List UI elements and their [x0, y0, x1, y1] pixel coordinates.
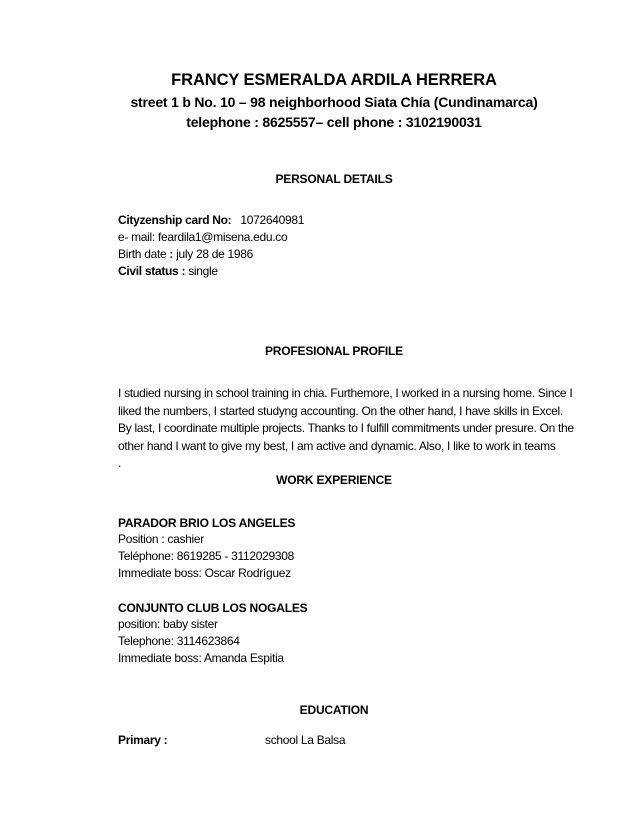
civil-status-value: single [185, 264, 218, 278]
primary-value: school La Balsa [265, 733, 346, 747]
profile-heading: PROFESIONAL PROFILE [265, 344, 403, 358]
profile-line: . [118, 456, 122, 471]
birth-date-colon: : [169, 247, 174, 261]
work-experience-heading: WORK EXPERIENCE [276, 473, 392, 487]
birth-date-value: july 28 de 1986 [173, 247, 254, 261]
job-boss: Immediate boss: Oscar Rodríguez [118, 566, 291, 580]
citizenship-line [118, 213, 304, 227]
profile-paragraph [118, 385, 574, 473]
citizenship-value: 1072640981 [240, 213, 305, 227]
job-position: Position : cashier [118, 532, 204, 546]
primary-label: Primary : [118, 733, 168, 747]
personal-details-heading: PERSONAL DETAILS [275, 172, 393, 186]
profile-line: liked the numbers, I started studyng accounting. On the other hand, I have skills in Excel. [118, 403, 563, 418]
email-line: e- mail: feardila1@misena.edu.co [118, 230, 288, 244]
education-heading: EDUCATION [299, 703, 369, 717]
birth-date-line [118, 247, 253, 261]
job-phone: Telephone: 3114623864 [118, 634, 240, 648]
job-company: PARADOR BRIO LOS ANGELES [118, 516, 296, 530]
citizenship-label: Cityzenship card No: [118, 213, 232, 227]
job-company: CONJUNTO CLUB LOS NOGALES [118, 601, 308, 615]
profile-line: By last, I coordinate multiple projects. Thanks to I fulfill commitments under presure. On the [118, 421, 574, 436]
job-position: position: baby sister [118, 617, 218, 631]
birth-date-label: Birth date [118, 247, 170, 261]
profile-line: I studied nursing in school training in chia. Furthemore, I worked in a nursing home. Since I [118, 386, 573, 400]
job-phone: Teléphone: 8619285 - 3112029308 [118, 549, 294, 563]
civil-status-line [118, 264, 218, 278]
profile-line: other hand I want to give my best, I am active and dynamic. Also, I like to work in teams [118, 438, 556, 453]
job-boss: Immediate boss: Amanda Espitia [118, 651, 284, 665]
phone-line: telephone : 8625557– cell phone : 3102190031 [186, 114, 482, 130]
civil-status-label: Civil status : [118, 264, 186, 278]
address-line: street 1 b No. 10 – 98 neighborhood Siata Chía (Cundinamarca) [130, 94, 538, 110]
candidate-name: FRANCY ESMERALDA ARDILA HERRERA [171, 71, 497, 89]
